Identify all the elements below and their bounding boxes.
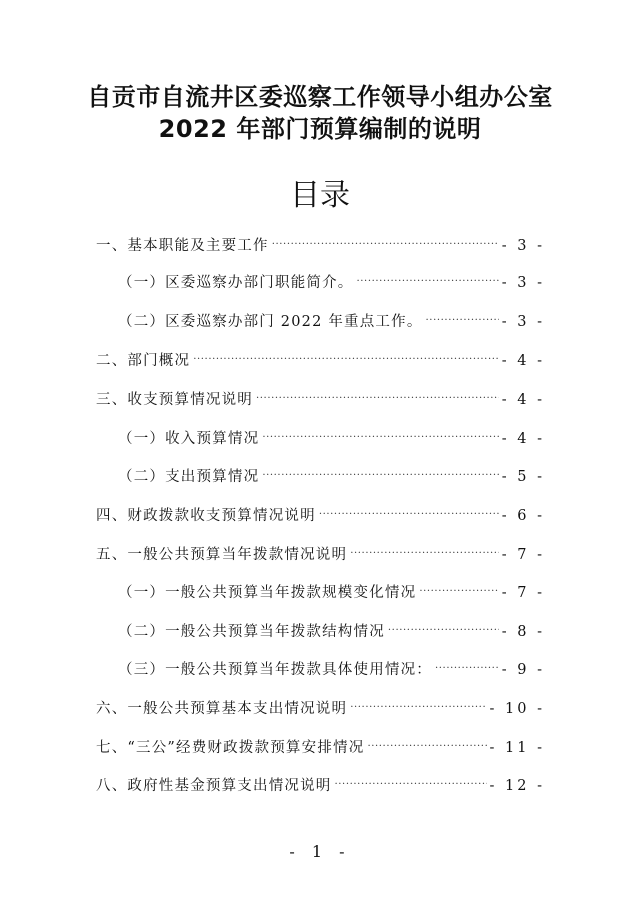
toc-dot-leader	[272, 230, 499, 250]
toc-entry[interactable]	[96, 384, 545, 408]
toc-dot-leader	[357, 267, 499, 287]
toc-entry[interactable]	[118, 423, 545, 447]
toc-entry[interactable]	[96, 539, 545, 563]
toc-entry-label: 三、收支预算情况说明	[96, 392, 253, 408]
toc-entry[interactable]	[118, 577, 545, 601]
toc-dot-leader	[367, 732, 486, 752]
toc-entry[interactable]	[96, 345, 545, 369]
toc-entry-label: 七、“三公”经费财政拨款预算安排情况	[96, 740, 365, 756]
toc-dot-leader	[426, 306, 499, 326]
toc-entry-page: - 12 -	[489, 778, 545, 794]
page-number: - 1 -	[289, 842, 351, 861]
toc-dot-leader	[435, 654, 499, 674]
toc-entry-label: 五、一般公共预算当年拨款情况说明	[96, 547, 348, 563]
toc-entry-label: 二、部门概况	[96, 353, 191, 369]
toc-entry-page: - 4 -	[501, 392, 545, 408]
toc-entry-page: - 3 -	[501, 314, 545, 330]
toc-entry-label: （三）一般公共预算当年拨款具体使用情况：	[118, 662, 432, 678]
toc-entry[interactable]	[118, 654, 545, 678]
toc-entry-page: - 3 -	[501, 275, 545, 291]
toc-entry[interactable]	[96, 693, 545, 717]
document-title-line-1: 自贡市自流井区委巡察工作领导小组办公室	[87, 83, 553, 111]
toc-dot-leader	[193, 345, 499, 365]
toc-entry-label: 八、政府性基金预算支出情况说明	[96, 778, 332, 794]
toc-entry-page: - 7 -	[501, 547, 545, 563]
toc-entry[interactable]	[118, 306, 545, 330]
toc-dot-leader	[419, 577, 498, 597]
toc-entry-page: - 11 -	[489, 740, 545, 756]
toc-entry[interactable]	[96, 500, 545, 524]
toc-entry[interactable]	[118, 616, 545, 640]
toc-dot-leader	[388, 616, 499, 636]
document-title-line-2: 2022 年部门预算编制的说明	[158, 115, 482, 143]
toc-dot-leader	[335, 770, 487, 790]
toc-entry-label: （二）支出预算情况	[118, 469, 260, 485]
toc-heading: 目录	[290, 178, 350, 213]
toc-entry-label: （一）区委巡察办部门职能简介。	[118, 275, 354, 291]
toc-entry[interactable]	[96, 230, 545, 254]
toc-entry-page: - 8 -	[501, 624, 545, 640]
toc-dot-leader	[256, 384, 499, 404]
toc-entry-page: - 10 -	[489, 701, 545, 717]
toc-entry-label: 一、基本职能及主要工作	[96, 238, 269, 254]
toc-entry-page: - 4 -	[501, 431, 545, 447]
toc-entry-label: （一）收入预算情况	[118, 431, 260, 447]
toc-entry[interactable]	[96, 770, 545, 794]
toc-entry-label: （二）区委巡察办部门 2022 年重点工作。	[118, 314, 423, 330]
toc-entry-page: - 9 -	[501, 662, 545, 678]
toc-entry-label: （一）一般公共预算当年拨款规模变化情况	[118, 585, 417, 601]
toc-entry-page: - 7 -	[501, 585, 545, 601]
toc-entry[interactable]	[118, 461, 545, 485]
toc-entry-page: - 5 -	[501, 469, 545, 485]
toc-entry-label: 六、一般公共预算基本支出情况说明	[96, 701, 348, 717]
toc-entry-page: - 3 -	[501, 238, 545, 254]
toc-dot-leader	[262, 423, 498, 443]
toc-entry-page: - 4 -	[501, 353, 545, 369]
toc-entry-page: - 6 -	[501, 508, 545, 524]
toc-dot-leader	[262, 461, 498, 481]
toc-dot-leader	[350, 539, 499, 559]
toc-entry-label: （二）一般公共预算当年拨款结构情况	[118, 624, 385, 640]
toc-dot-leader	[319, 500, 499, 520]
toc-entry[interactable]	[96, 732, 545, 756]
toc-entry[interactable]	[118, 267, 545, 291]
toc-dot-leader	[350, 693, 486, 713]
toc-entry-label: 四、财政拨款收支预算情况说明	[96, 508, 316, 524]
